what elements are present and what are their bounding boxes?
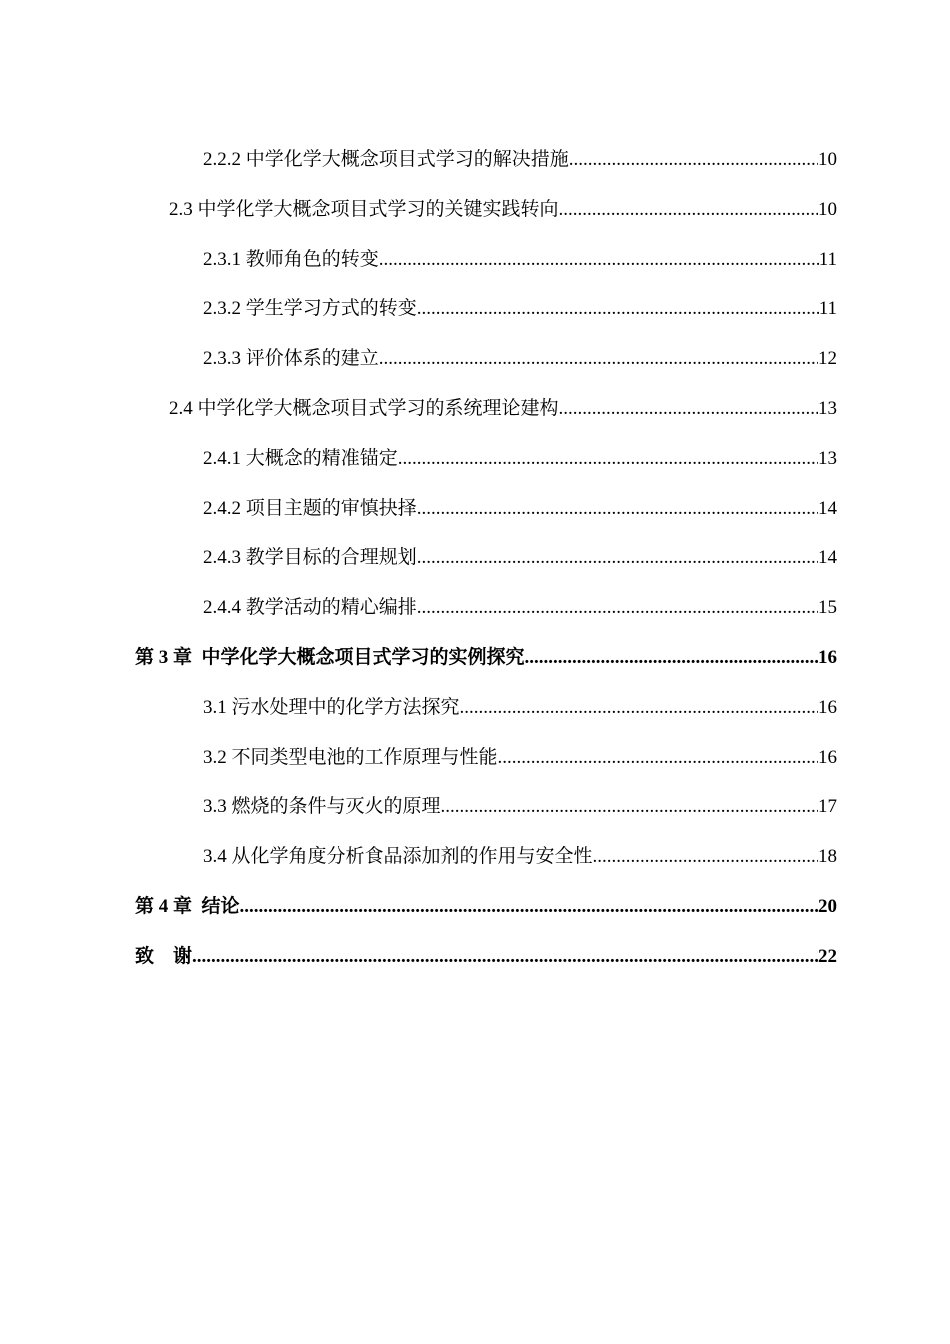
toc-page-number: 13 (818, 397, 837, 419)
toc-entry-2-3[interactable] (0, 196, 950, 246)
toc-entry-2-3-2[interactable] (0, 295, 950, 345)
toc-entry-3-4[interactable] (0, 843, 950, 893)
table-of-contents (0, 146, 950, 993)
toc-dot-leader (559, 196, 818, 224)
toc-page-number: 20 (818, 895, 837, 917)
toc-entry-2-3-1[interactable] (0, 246, 950, 296)
toc-entry-2-2-2[interactable] (0, 146, 950, 196)
toc-entry-title: 3.4 从化学角度分析食品添加剂的作用与安全性 (203, 846, 593, 868)
toc-entry-title: 第 4 章 结论 (135, 895, 240, 917)
toc-dot-leader (417, 594, 818, 622)
toc-dot-leader (398, 445, 818, 473)
toc-entry-title: 2.4 中学化学大概念项目式学习的系统理论建构 (169, 397, 559, 419)
toc-entry-title: 第 3 章 中学化学大概念项目式学习的实例探究 (135, 646, 525, 668)
toc-page-number: 16 (818, 696, 837, 718)
toc-entry-title: 2.4.3 教学目标的合理规划 (203, 547, 417, 569)
toc-entry-title: 2.2.2 中学化学大概念项目式学习的解决措施 (203, 149, 569, 170)
toc-entry-title: 2.3 中学化学大概念项目式学习的关键实践转向 (169, 198, 559, 220)
toc-page-number: 15 (818, 597, 837, 619)
toc-dot-leader (417, 495, 818, 523)
toc-page-number: 13 (818, 447, 837, 469)
toc-page-number: 12 (818, 348, 837, 370)
toc-dot-leader (417, 544, 818, 572)
toc-entry-acknowledgements[interactable] (0, 943, 950, 993)
toc-dot-leader (192, 943, 818, 971)
toc-dot-leader (379, 246, 819, 274)
toc-entry-3-2[interactable] (0, 744, 950, 794)
toc-entry-title: 2.3.1 教师角色的转变 (203, 248, 379, 270)
toc-dot-leader (379, 345, 818, 373)
toc-page-number: 22 (818, 945, 837, 967)
toc-dot-leader (498, 744, 818, 772)
toc-dot-leader (559, 395, 818, 423)
toc-entry-2-4-1[interactable] (0, 445, 950, 495)
toc-dot-leader (441, 793, 818, 821)
toc-entry-2-4[interactable] (0, 395, 950, 445)
toc-page-number: 16 (818, 646, 837, 668)
toc-entry-2-4-3[interactable] (0, 544, 950, 594)
toc-entry-2-3-3[interactable] (0, 345, 950, 395)
toc-page-number: 17 (818, 796, 837, 818)
toc-page-number: 10 (818, 149, 837, 170)
toc-entry-title: 2.3.3 评价体系的建立 (203, 348, 379, 370)
toc-entry-title: 3.1 污水处理中的化学方法探究 (203, 696, 460, 718)
toc-entry-title: 2.4.2 项目主题的审慎抉择 (203, 497, 417, 519)
toc-entry-title: 致 谢 (135, 945, 193, 967)
toc-entry-title: 2.4.4 教学活动的精心编排 (203, 597, 417, 619)
toc-dot-leader (593, 843, 818, 871)
toc-page-number: 16 (818, 746, 837, 768)
toc-dot-leader (569, 146, 818, 174)
toc-entry-3-3[interactable] (0, 793, 950, 843)
toc-dot-leader (417, 295, 819, 323)
toc-entry-2-4-2[interactable] (0, 495, 950, 545)
toc-page-number: 10 (818, 198, 837, 220)
toc-page-number: 18 (818, 846, 837, 868)
toc-dot-leader (525, 644, 818, 672)
toc-dot-leader (460, 694, 818, 722)
toc-page-number: 11 (818, 298, 837, 320)
toc-entry-3-1[interactable] (0, 694, 950, 744)
toc-page-number: 11 (818, 248, 837, 270)
toc-page-number: 14 (818, 497, 837, 519)
toc-entry-chapter-4[interactable] (0, 893, 950, 943)
toc-entry-title: 3.3 燃烧的条件与灭火的原理 (203, 796, 441, 818)
toc-entry-2-4-4[interactable] (0, 594, 950, 644)
toc-entry-title: 2.4.1 大概念的精准锚定 (203, 447, 398, 469)
toc-page-number: 14 (818, 547, 837, 569)
toc-entry-title: 2.3.2 学生学习方式的转变 (203, 298, 417, 320)
toc-entry-chapter-3[interactable] (0, 644, 950, 694)
toc-entry-title: 3.2 不同类型电池的工作原理与性能 (203, 746, 498, 768)
toc-dot-leader (240, 893, 818, 921)
